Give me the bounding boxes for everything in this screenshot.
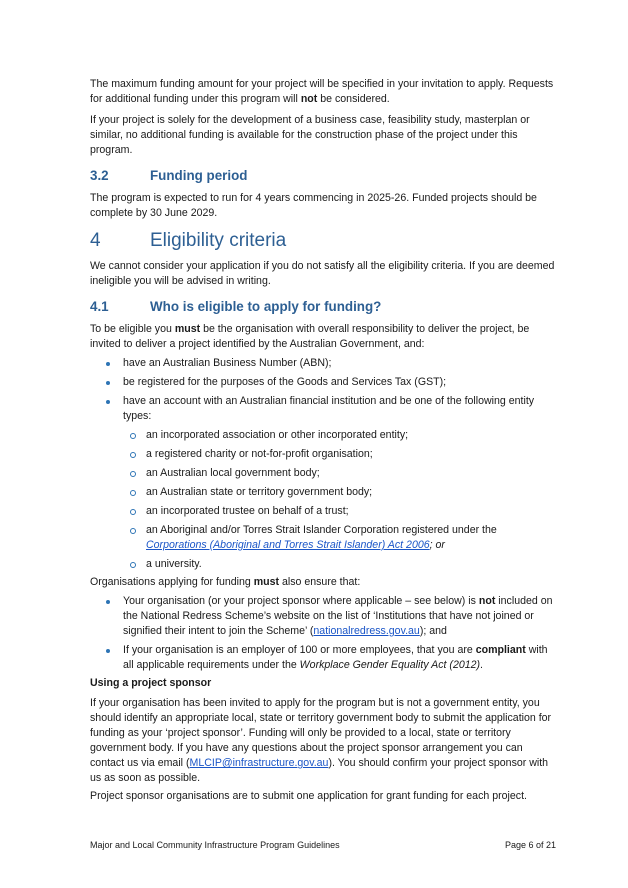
list-item: have an Australian Business Number (ABN); bbox=[123, 356, 553, 371]
list-item: an Australian state or territory government body; bbox=[146, 485, 372, 500]
footer-title: Major and Local Community Infrastructure Program Guidelines bbox=[90, 840, 340, 850]
paragraph-max-funding: The maximum funding amount for your project will be specified in your invitation to apply. Requests for additional funding under this program will not be considered. bbox=[90, 78, 554, 105]
redress-link[interactable]: nationalredress.gov.au bbox=[313, 625, 420, 637]
heading-4: 4 Eligibility criteria bbox=[90, 230, 287, 251]
heading-3-2: 3.2 Funding period bbox=[90, 168, 248, 183]
paragraph-sponsor-application: Project sponsor organisations are to submit one application for grant funding for each project. bbox=[90, 790, 527, 802]
list-item: a university. bbox=[146, 557, 202, 572]
list-item: an incorporated association or other incorporated entity; bbox=[146, 428, 408, 443]
act-link[interactable]: Corporations (Aboriginal and Torres Strait Islander) Act 2006 bbox=[146, 539, 430, 551]
paragraph-ensure: Organisations applying for funding must also ensure that: bbox=[90, 576, 361, 588]
list-item: have an account with an Australian financial institution and be one of the following entity types: bbox=[123, 394, 553, 424]
list-item: an Aboriginal and/or Torres Strait Islander Corporation registered under the Corporations (Aboriginal and Torres Strait Islander) Act 2006; or bbox=[146, 523, 546, 553]
heading-4-1: 4.1 Who is eligible to apply for funding? bbox=[90, 299, 382, 314]
list-item: be registered for the purposes of the Goods and Services Tax (GST); bbox=[123, 375, 553, 390]
paragraph-eligible-intro: To be eligible you must be the organisation with overall responsibility to deliver the project, be invited to deliver a project identified by the Australian Government, and: bbox=[90, 323, 530, 350]
list-item: an Australian local government body; bbox=[146, 466, 320, 481]
paragraph-business-case: If your project is solely for the development of a business case, feasibility study, masterplan or similar, no additional funding is available for the construction phase of the project under this program. bbox=[90, 114, 530, 156]
email-link[interactable]: MLCIP@infrastructure.gov.au bbox=[189, 757, 329, 769]
paragraph-sponsor: If your organisation has been invited to apply for the program but is not a government entity, you should identify an appropriate local, state or territory government body to submit the application for funding as your ‘project sponsor’. Funding will only be provided to a local, state or territory government body. If you have any questions about the project sponsor arrangement you can contact us via email (MLCIP@infrastructure.gov.au). You should confirm your project sponsor with us as soon as possible. bbox=[90, 697, 552, 784]
paragraph-eligibility: We cannot consider your application if you do not satisfy all the eligibility criteria. If you are deemed ineligible you will be advised in writing. bbox=[90, 260, 555, 287]
list-item: an incorporated trustee on behalf of a trust; bbox=[146, 504, 349, 519]
subheading-project-sponsor: Using a project sponsor bbox=[90, 677, 212, 689]
page-number: Page 6 of 21 bbox=[504, 840, 556, 850]
list-item: a registered charity or not-for-profit organisation; bbox=[146, 447, 373, 462]
list-item: If your organisation is an employer of 100 or more employees, that you are compliant with all applicable requirements under the Workplace Gender Equality Act (2012). bbox=[123, 643, 556, 673]
paragraph-funding-period: The program is expected to run for 4 years commencing in 2025-26. Funded projects should be complete by 30 June 2029. bbox=[90, 192, 537, 219]
list-item: Your organisation (or your project sponsor where applicable – see below) is not included on the National Redress Scheme’s website on the list of ‘Institutions that have not joined or signified their intent to join the Scheme’ (nationalredress.gov.au); and bbox=[123, 594, 556, 639]
